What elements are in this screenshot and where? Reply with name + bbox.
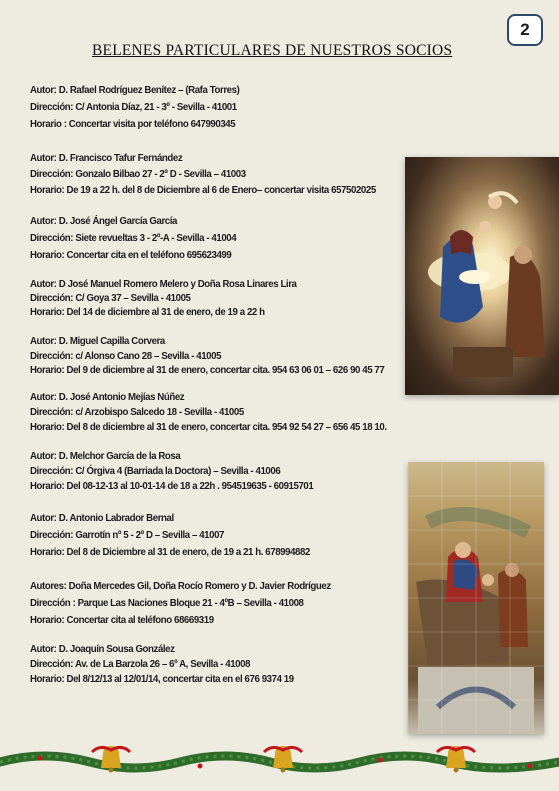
- nativity-painting: [405, 157, 559, 395]
- entry-address: Dirección: Garrotín nº 5 - 2º D – Sevilla – 41007: [30, 529, 225, 541]
- list-item: [30, 334, 415, 378]
- entry-address: Dirección: Av. de La Barzola 26 – 6º A, Sevilla - 41008: [30, 658, 251, 670]
- entry-address: Dirección: c/ Alonso Cano 28 – Sevilla - 41005: [30, 349, 222, 362]
- christmas-garland-border: [0, 740, 559, 786]
- list-item: [30, 150, 406, 198]
- entry-author: Autor: D. José Ángel García García: [30, 215, 177, 227]
- entry-address: Dirección: C/ Goya 37 – Sevilla - 41005: [30, 292, 191, 304]
- entry-schedule: Horario: Concertar cita al teléfono 68669319: [30, 614, 214, 626]
- entry-author: Autor: D. Antonio Labrador Bernal: [30, 512, 174, 524]
- list-item: [30, 642, 317, 687]
- entry-schedule: Horario : Concertar visita por teléfono 647990345: [30, 118, 236, 130]
- entry-author: Autores: Doña Mercedes Gil, Doña Rocío Romero y D. Javier Rodríguez: [30, 580, 331, 592]
- entry-author: Autor: D. Rafael Rodríguez Benítez – (Rafa Torres): [30, 84, 240, 96]
- page-number: 2: [507, 14, 543, 46]
- entry-address: Dirección: Gonzalo Bilbao 27 - 2º D - Sevilla – 41003: [30, 168, 246, 180]
- list-item: [30, 449, 338, 494]
- list-item: [30, 390, 418, 435]
- list-item: [30, 277, 320, 319]
- list-item: [30, 82, 258, 133]
- entry-author: Autor: D. José Antonio Mejías Núñez: [30, 391, 185, 403]
- entry-schedule: Horario: Del 8/12/13 al 12/01/14, concertar cita en el 676 9374 19: [30, 673, 294, 685]
- list-item: [30, 578, 357, 629]
- flight-into-egypt-tiles: [408, 462, 544, 734]
- entry-schedule: Horario: De 19 a 22 h. del 8 de Diciembre al 6 de Enero– concertar visita 657502025: [30, 184, 376, 196]
- entry-author: Autor: D. Joaquín Sousa González: [30, 643, 175, 655]
- entry-address: Dirección: C/ Antonia Díaz, 21 - 3º - Sevilla - 41001: [30, 101, 237, 113]
- entry-schedule: Horario: Del 8 de Diciembre al 31 de enero, de 19 a 21 h. 678994882: [30, 546, 310, 558]
- entry-schedule: Horario: Concertar cita en el teléfono 695623499: [30, 249, 232, 261]
- entry-schedule: Horario: Del 14 de diciembre al 31 de enero, de 19 a 22 h: [30, 306, 265, 318]
- entry-author: Autor: D. Francisco Tafur Fernández: [30, 152, 183, 164]
- entry-author: Autor: D. Miguel Capilla Corvera: [30, 335, 165, 347]
- entry-schedule: Horario: Del 9 de diciembre al 31 de enero, concertar cita. 954 63 06 01 – 626 90 45 77: [30, 364, 385, 376]
- entry-schedule: Horario: Del 08-12-13 al 10-01-14 de 18 a 22h . 954519635 - 60915701: [30, 480, 314, 492]
- page-title: BELENES PARTICULARES DE NUESTROS SOCIOS: [92, 42, 453, 59]
- list-item: [30, 510, 334, 561]
- entry-author: Autor: D. Melchor García de la Rosa: [30, 450, 181, 462]
- entry-author: Autor: D José Manuel Romero Melero y Doña Rosa Linares Lira: [30, 278, 297, 290]
- entry-address: Dirección: c/ Arzobispo Salcedo 18 - Sevilla - 41005: [30, 406, 244, 418]
- entry-schedule: Horario: Del 8 de diciembre al 31 de enero, concertar cita. 954 92 54 27 – 656 45 18 10.: [30, 421, 387, 433]
- entry-address: Dirección: Siete revueltas 3 - 2º-A - Sevilla - 41004: [30, 232, 237, 244]
- entry-address: Dirección: C/ Órgiva 4 (Barriada la Doctora) – Sevilla - 41006: [30, 465, 281, 477]
- list-item: [30, 213, 254, 264]
- entry-address: Dirección : Parque Las Naciones Bloque 21 - 4ºB – Sevilla - 41008: [30, 597, 304, 609]
